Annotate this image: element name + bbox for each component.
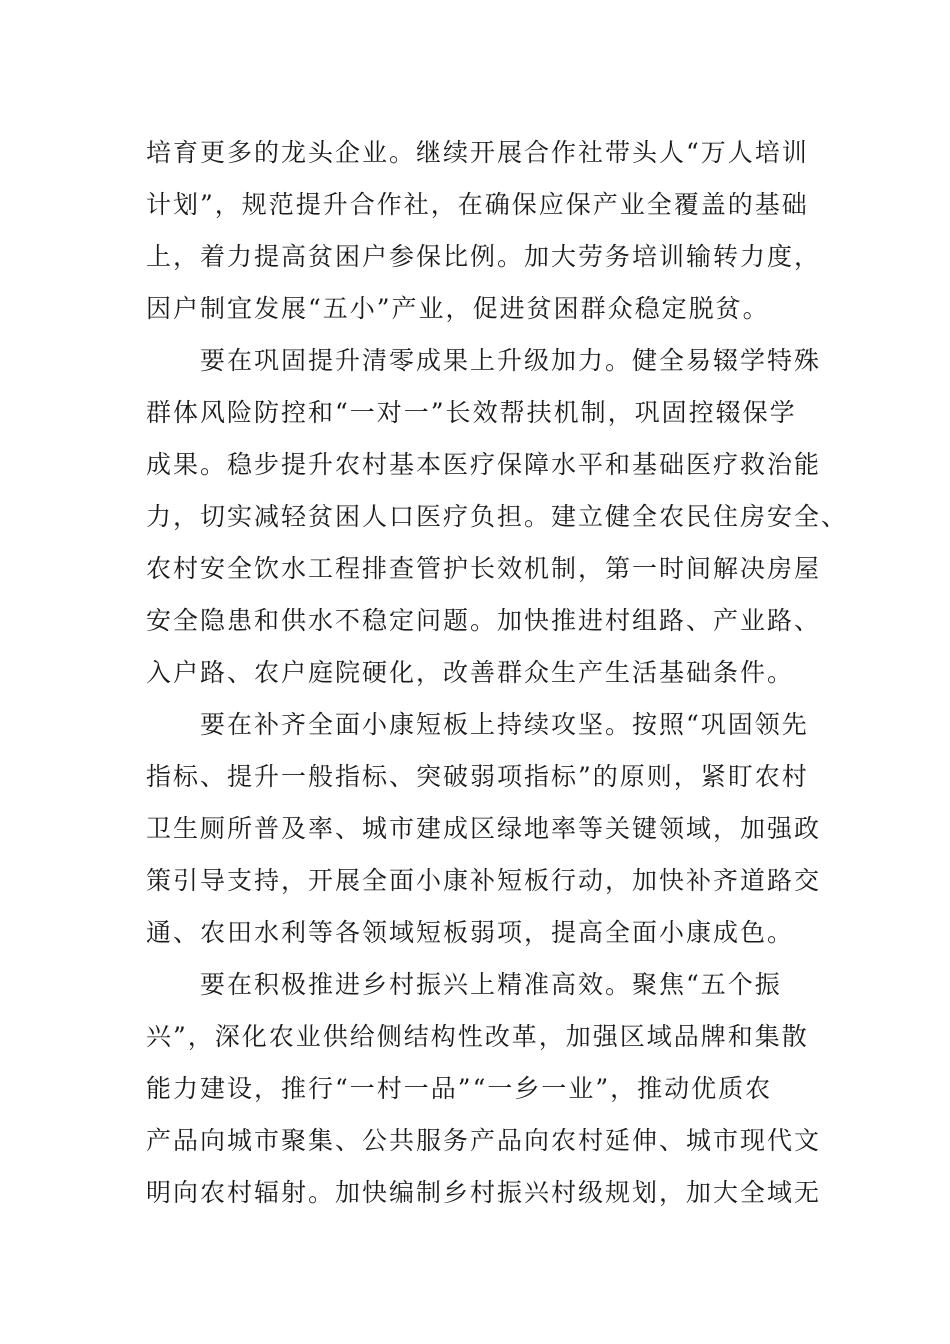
text-line: 策引导支持，开展全面小康补短板行动，加快补齐道路交 [146,866,822,895]
text-line: 农村安全饮水工程排查管护长效机制，第一时间解决房屋 [146,554,822,583]
text-line: 上，着力提高贫困户参保比例。加大劳务培训输转力度， [146,242,822,271]
text-line: 力，切实减轻贫困人口医疗负担。建立健全农民住房安全、 [146,502,849,531]
paragraph-3 [146,699,822,959]
text-line: 成果。稳步提升农村基本医疗保障水平和基础医疗救治能 [146,450,822,479]
text-line: 培育更多的龙头企业。继续开展合作社带头人“万人培训 [146,138,809,167]
text-line: 计划”，规范提升合作社，在确保应保产业全覆盖的基础 [146,190,809,219]
text-line: 产品向城市聚集、公共服务产品向农村延伸、城市现代文 [146,1126,822,1155]
paragraph-4 [146,959,822,1219]
text-line: 能力建设，推行“一村一品”“一乡一业”，推动优质农 [146,1074,773,1103]
text-line: 入户路、农户庭院硬化，改善群众生产生活基础条件。 [146,658,795,687]
text-line: 要在巩固提升清零成果上升级加力。健全易辍学特殊 [200,346,822,375]
paragraph-1 [146,127,822,335]
text-line: 安全隐患和供水不稳定问题。加快推进村组路、产业路、 [146,606,822,635]
text-line: 指标、提升一般指标、突破弱项指标”的原则，紧盯农村 [146,762,809,791]
text-line: 明向农村辐射。加快编制乡村振兴村级规划，加大全域无 [146,1178,822,1207]
text-line: 卫生厕所普及率、城市建成区绿地率等关键领域，加强政 [146,814,822,843]
text-line: 群体风险防控和“一对一”长效帮扶机制，巩固控辍保学 [146,398,797,427]
text-line: 通、农田水利等各领域短板弱项，提高全面小康成色。 [146,918,795,947]
text-line: 兴”，深化农业供给侧结构性改革，加强区域品牌和集散 [146,1022,809,1051]
text-line: 要在积极推进乡村振兴上精准高效。聚焦“五个振 [200,970,782,999]
text-line: 要在补齐全面小康短板上持续攻坚。按照“巩固领先 [200,710,809,739]
text-line: 因户制宜发展“五小”产业，促进贫困群众稳定脱贫。 [146,294,770,323]
paragraph-2 [146,335,849,699]
